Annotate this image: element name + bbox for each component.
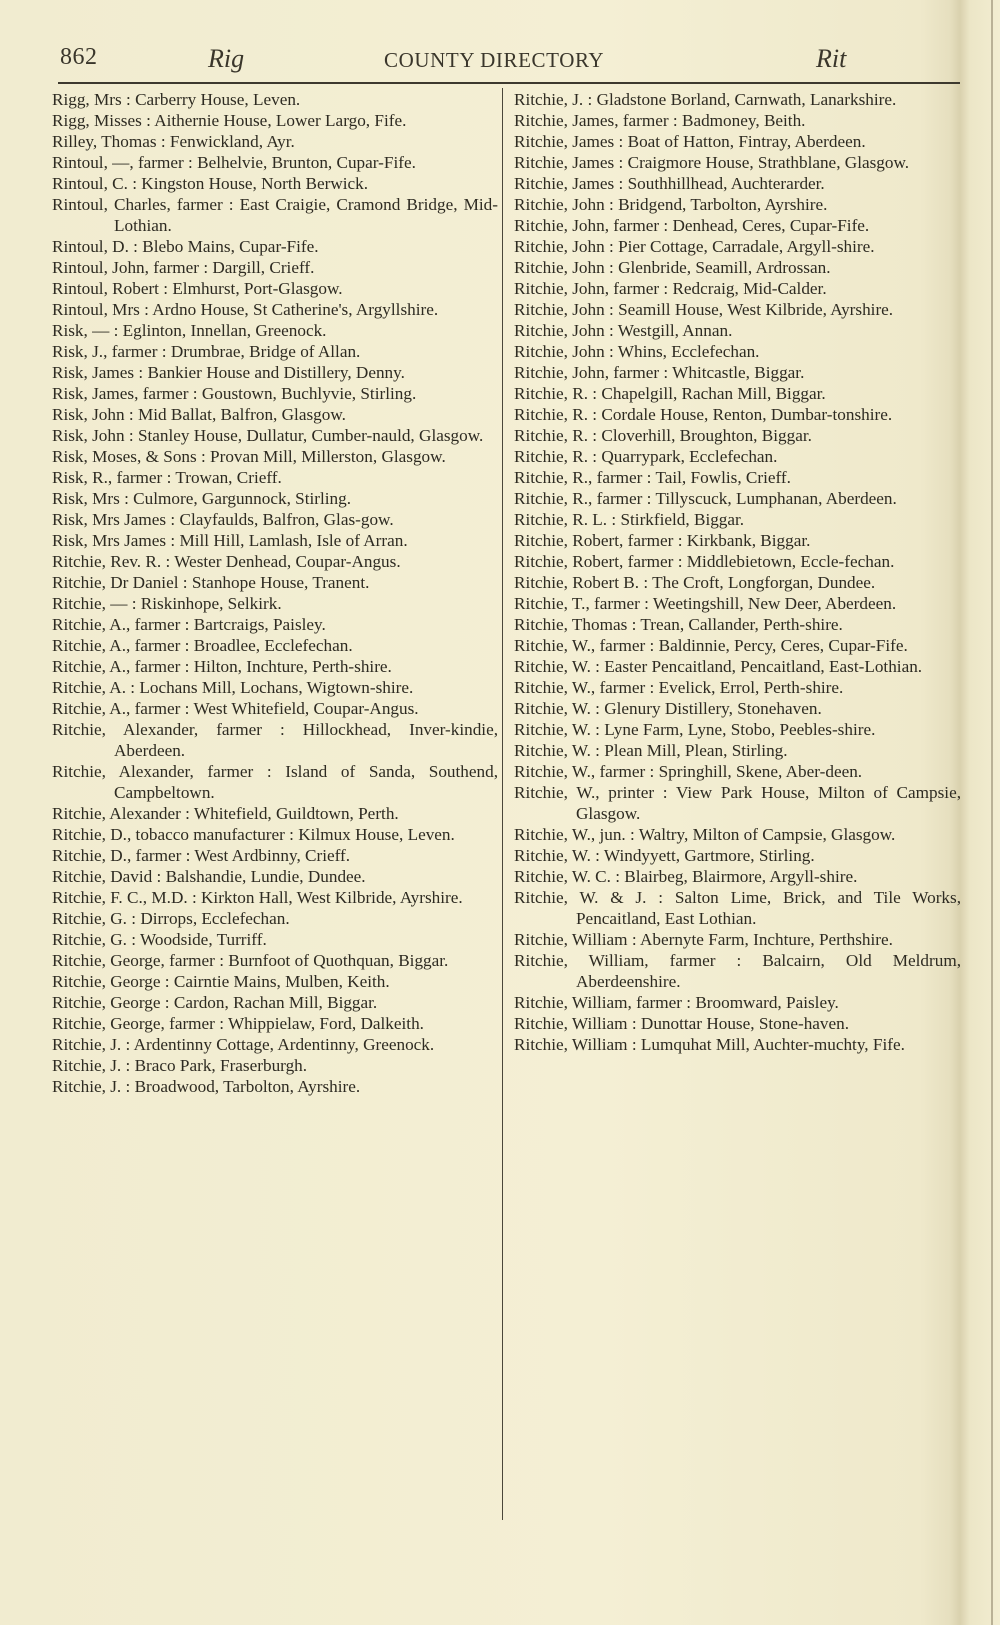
header-rule: [58, 82, 960, 84]
directory-entry: Ritchie, — : Riskinhope, Selkirk.: [52, 594, 282, 613]
directory-entry: Ritchie, G. : Dirrops, Ecclefechan.: [52, 909, 290, 928]
directory-entry: Ritchie, W., farmer : Evelick, Errol, Perth-shire.: [514, 678, 844, 697]
page-title: COUNTY DIRECTORY: [384, 48, 605, 72]
page-binding-edge: [991, 0, 993, 1625]
left-column: [52, 89, 498, 1097]
directory-entry: Ritchie, G. : Woodside, Turriff.: [52, 930, 267, 949]
directory-entry: Ritchie, Thomas : Trean, Callander, Perth-shire.: [514, 615, 843, 634]
directory-entry: Risk, R., farmer : Trowan, Crieff.: [52, 468, 282, 487]
directory-entry: Ritchie, W. : Windyyett, Gartmore, Stirling.: [514, 846, 815, 865]
directory-entry: Ritchie, R. L. : Stirkfield, Biggar.: [514, 510, 745, 529]
directory-entry: Ritchie, David : Balshandie, Lundie, Dundee.: [52, 867, 366, 886]
directory-entry: Ritchie, Robert, farmer : Kirkbank, Biggar.: [514, 531, 811, 550]
directory-entry: Ritchie, W., printer : View Park House, Milton of Campsie, Glasgow.: [514, 783, 961, 823]
directory-entry: Ritchie, A., farmer : Bartcraigs, Paisley.: [52, 615, 326, 634]
directory-entry: Risk, James : Bankier House and Distillery, Denny.: [52, 363, 405, 382]
directory-entry: Ritchie, W. & J. : Salton Lime, Brick, and Tile Works, Pencaitland, East Lothian.: [514, 888, 961, 928]
directory-entry: Rigg, Mrs : Carberry House, Leven.: [52, 90, 301, 109]
directory-entry: Risk, John : Stanley House, Dullatur, Cumber-nauld, Glasgow.: [52, 426, 484, 445]
directory-entry: Ritchie, John : Glenbride, Seamill, Ardrossan.: [514, 258, 831, 277]
directory-entry: Ritchie, W., jun. : Waltry, Milton of Campsie, Glasgow.: [514, 825, 896, 844]
directory-entry: Risk, — : Eglinton, Innellan, Greenock.: [52, 321, 327, 340]
directory-entry: Ritchie, W., farmer : Springhill, Skene, Aber-deen.: [514, 762, 863, 781]
directory-entry: Ritchie, A., farmer : West Whitefield, Coupar-Angus.: [52, 699, 419, 718]
directory-entry: Ritchie, Rev. R. : Wester Denhead, Coupar-Angus.: [52, 552, 401, 571]
directory-entry: Ritchie, William : Dunottar House, Stone-haven.: [514, 1014, 850, 1033]
directory-entry: Ritchie, John : Seamill House, West Kilbride, Ayrshire.: [514, 300, 894, 319]
directory-entry: Ritchie, Alexander, farmer : Island of Sanda, Southend, Campbeltown.: [52, 762, 498, 802]
directory-entry: Ritchie, R. : Cloverhill, Broughton, Biggar.: [514, 426, 812, 445]
directory-entry: Ritchie, W. : Plean Mill, Plean, Stirling.: [514, 741, 788, 760]
directory-entry: Ritchie, W. : Lyne Farm, Lyne, Stobo, Peebles-shire.: [514, 720, 876, 739]
directory-entry: Ritchie, D., farmer : West Ardbinny, Crieff.: [52, 846, 351, 865]
directory-entry: Risk, Mrs : Culmore, Gargunnock, Stirling.: [52, 489, 352, 508]
right-column: [514, 89, 961, 1055]
directory-entry: Ritchie, R. : Cordale House, Renton, Dumbar-tonshire.: [514, 405, 893, 424]
directory-entry: Risk, Moses, & Sons : Provan Mill, Millerston, Glasgow.: [52, 447, 446, 466]
directory-entry: Ritchie, John : Bridgend, Tarbolton, Ayrshire.: [514, 195, 828, 214]
directory-entry: Ritchie, John, farmer : Whitcastle, Biggar.: [514, 363, 805, 382]
directory-entry: Risk, Mrs James : Clayfaulds, Balfron, Glas-gow.: [52, 510, 394, 529]
directory-entry: Ritchie, J. : Gladstone Borland, Carnwath, Lanarkshire.: [514, 90, 897, 109]
directory-entry: Ritchie, James : Craigmore House, Strathblane, Glasgow.: [514, 153, 910, 172]
directory-entry: Ritchie, T., farmer : Weetingshill, New Deer, Aberdeen.: [514, 594, 897, 613]
directory-entry: Ritchie, A., farmer : Broadlee, Ecclefechan.: [52, 636, 353, 655]
directory-entry: Rigg, Misses : Aithernie House, Lower Largo, Fife.: [52, 111, 407, 130]
directory-entry: Ritchie, R. : Quarrypark, Ecclefechan.: [514, 447, 778, 466]
directory-entry: Ritchie, William, farmer : Broomward, Paisley.: [514, 993, 839, 1012]
directory-entry: Ritchie, John, farmer : Redcraig, Mid-Calder.: [514, 279, 827, 298]
directory-entry: Rintoul, Mrs : Ardno House, St Catherine's, Argyllshire.: [52, 300, 439, 319]
column-divider: [502, 88, 503, 1520]
directory-entry: Ritchie, John : Whins, Ecclefechan.: [514, 342, 760, 361]
directory-entry: Ritchie, William : Lumquhat Mill, Auchter-muchty, Fife.: [514, 1035, 905, 1054]
page-number: 862: [60, 44, 98, 70]
directory-entry: Ritchie, William, farmer : Balcairn, Old Meldrum, Aberdeenshire.: [514, 951, 961, 991]
directory-entry: Rilley, Thomas : Fenwickland, Ayr.: [52, 132, 295, 151]
directory-entry: Rintoul, John, farmer : Dargill, Crieff.: [52, 258, 315, 277]
directory-entry: Ritchie, Robert, farmer : Middlebietown, Eccle-fechan.: [514, 552, 895, 571]
directory-entry: Ritchie, W. C. : Blairbeg, Blairmore, Argyll-shire.: [514, 867, 858, 886]
directory-entry: Ritchie, George : Cardon, Rachan Mill, Biggar.: [52, 993, 378, 1012]
directory-entry: Ritchie, James : Boat of Hatton, Fintray, Aberdeen.: [514, 132, 866, 151]
directory-entry: Ritchie, J. : Broadwood, Tarbolton, Ayrshire.: [52, 1077, 361, 1096]
directory-entry: Ritchie, George, farmer : Burnfoot of Quothquan, Biggar.: [52, 951, 449, 970]
directory-entry: Rintoul, Charles, farmer : East Craigie, Cramond Bridge, Mid-Lothian.: [52, 195, 498, 235]
left-guide-word: Rig: [208, 44, 245, 73]
directory-entry: Rintoul, Robert : Elmhurst, Port-Glasgow.: [52, 279, 343, 298]
directory-entry: Ritchie, Robert B. : The Croft, Longforgan, Dundee.: [514, 573, 876, 592]
directory-entry: Risk, John : Mid Ballat, Balfron, Glasgow.: [52, 405, 346, 424]
directory-entry: Ritchie, A., farmer : Hilton, Inchture, Perth-shire.: [52, 657, 392, 676]
directory-entry: Rintoul, C. : Kingston House, North Berwick.: [52, 174, 369, 193]
directory-entry: Ritchie, A. : Lochans Mill, Lochans, Wigtown-shire.: [52, 678, 414, 697]
directory-entry: Ritchie, W., farmer : Baldinnie, Percy, Ceres, Cupar-Fife.: [514, 636, 908, 655]
directory-entry: Ritchie, J. : Ardentinny Cottage, Ardentinny, Greenock.: [52, 1035, 435, 1054]
right-guide-word: Rit: [816, 44, 847, 73]
directory-entry: Ritchie, R., farmer : Tillyscuck, Lumphanan, Aberdeen.: [514, 489, 897, 508]
directory-entry: Risk, Mrs James : Mill Hill, Lamlash, Isle of Arran.: [52, 531, 408, 550]
directory-entry: Ritchie, R. : Chapelgill, Rachan Mill, Biggar.: [514, 384, 826, 403]
directory-entry: Risk, James, farmer : Goustown, Buchlyvie, Stirling.: [52, 384, 417, 403]
directory-entry: Ritchie, F. C., M.D. : Kirkton Hall, West Kilbride, Ayrshire.: [52, 888, 463, 907]
directory-entry: Rintoul, D. : Blebo Mains, Cupar-Fife.: [52, 237, 319, 256]
directory-entry: Ritchie, Dr Daniel : Stanhope House, Tranent.: [52, 573, 370, 592]
directory-entry: Ritchie, J. : Braco Park, Fraserburgh.: [52, 1056, 308, 1075]
directory-entry: Ritchie, Alexander : Whitefield, Guildtown, Perth.: [52, 804, 399, 823]
directory-entry: Ritchie, Alexander, farmer : Hillockhead, Inver-kindie, Aberdeen.: [52, 720, 498, 760]
directory-entry: Ritchie, W. : Glenury Distillery, Stonehaven.: [514, 699, 822, 718]
directory-entry: Ritchie, William : Abernyte Farm, Inchture, Perthshire.: [514, 930, 893, 949]
directory-entry: Ritchie, James, farmer : Badmoney, Beith.: [514, 111, 806, 130]
directory-entry: Ritchie, John : Westgill, Annan.: [514, 321, 733, 340]
directory-entry: Ritchie, George : Cairntie Mains, Mulben, Keith.: [52, 972, 390, 991]
directory-entry: Ritchie, W. : Easter Pencaitland, Pencaitland, East-Lothian.: [514, 657, 923, 676]
directory-entry: Risk, J., farmer : Drumbrae, Bridge of Allan.: [52, 342, 361, 361]
directory-entry: Ritchie, D., tobacco manufacturer : Kilmux House, Leven.: [52, 825, 455, 844]
directory-entry: Rintoul, —, farmer : Belhelvie, Brunton, Cupar-Fife.: [52, 153, 416, 172]
directory-entry: Ritchie, R., farmer : Tail, Fowlis, Crieff.: [514, 468, 791, 487]
directory-entry: Ritchie, John, farmer : Denhead, Ceres, Cupar-Fife.: [514, 216, 870, 235]
directory-entry: Ritchie, George, farmer : Whippielaw, Ford, Dalkeith.: [52, 1014, 424, 1033]
page-header: [58, 44, 958, 76]
directory-entry: Ritchie, James : Southhillhead, Auchterarder.: [514, 174, 825, 193]
directory-entry: Ritchie, John : Pier Cottage, Carradale, Argyll-shire.: [514, 237, 875, 256]
